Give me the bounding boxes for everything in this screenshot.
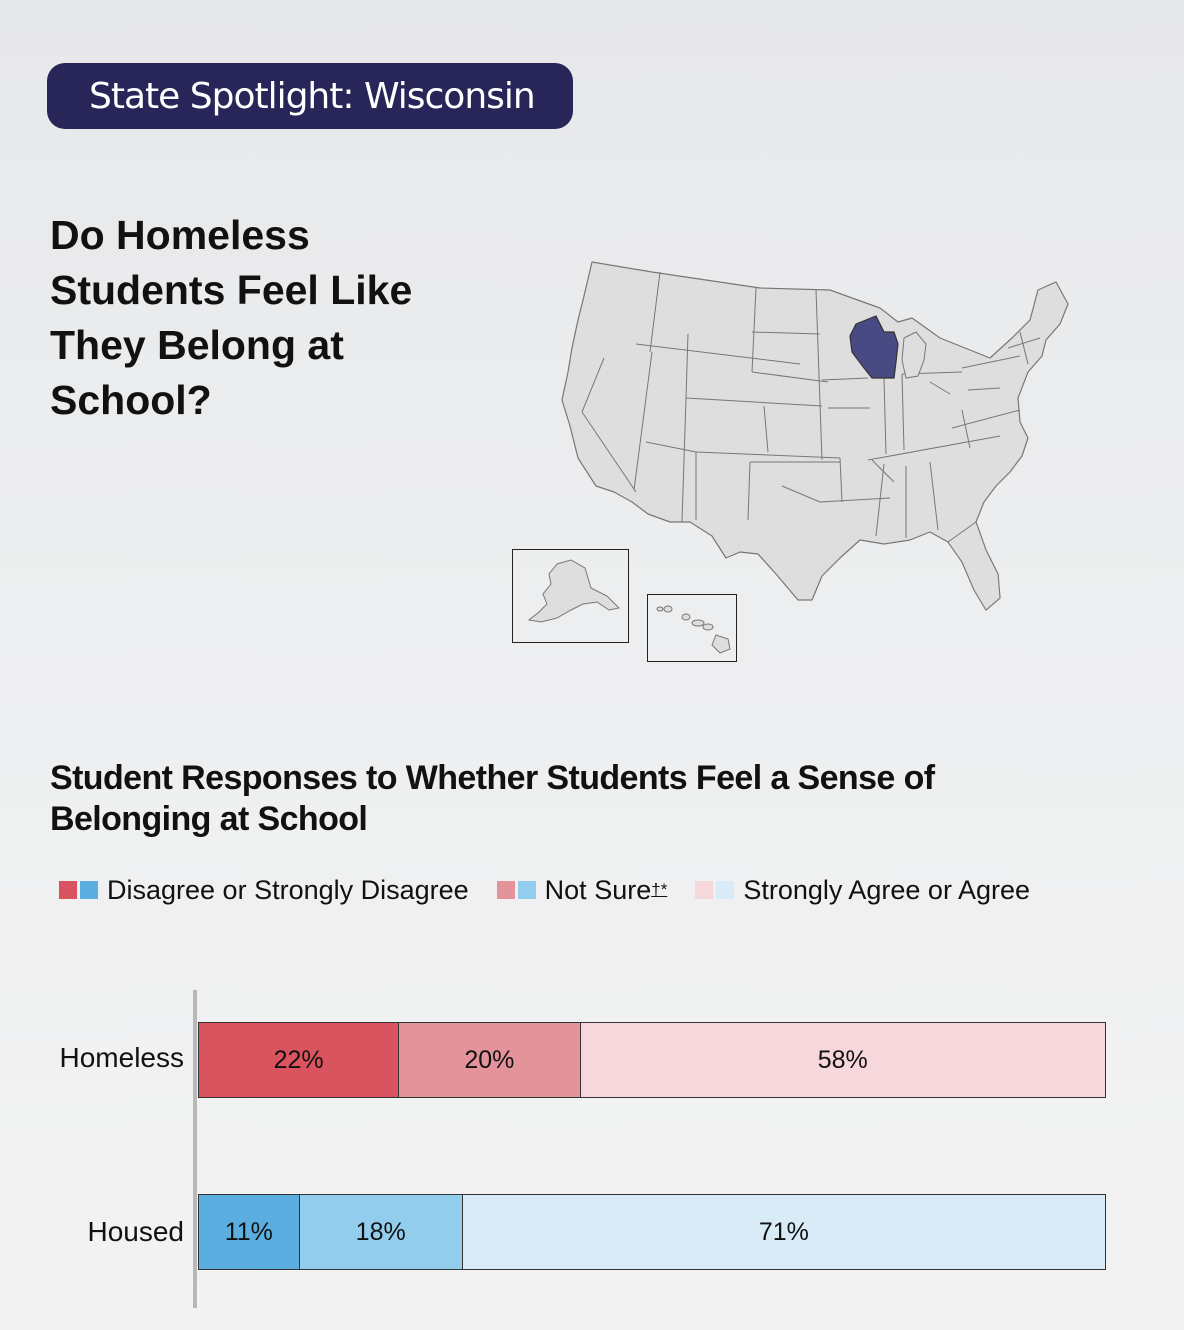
- spotlight-label: State Spotlight: Wisconsin: [89, 75, 535, 117]
- bar-segment-disagree: [199, 1195, 299, 1269]
- data-label: 20%: [464, 1045, 515, 1074]
- data-label: 18%: [355, 1217, 406, 1246]
- alaska-shape: [513, 550, 628, 642]
- hawaii-shape: [648, 595, 736, 661]
- legend-swatch-homeless: [59, 881, 77, 899]
- legend-swatch-housed: [80, 881, 98, 899]
- chart-legend: [59, 870, 1058, 910]
- bar-housed: [198, 1194, 1106, 1270]
- legend-footnote-marker: †*: [651, 880, 668, 899]
- legend-swatch-homeless: [497, 881, 515, 899]
- question-line: Students Feel Like: [50, 267, 413, 313]
- legend-item-not-sure: [497, 875, 668, 906]
- question-line: Do Homeless: [50, 212, 310, 258]
- alaska-inset: [512, 549, 629, 643]
- bar-segment-agree: [462, 1195, 1105, 1269]
- question-line: They Belong at: [50, 322, 344, 368]
- data-label: 22%: [273, 1045, 324, 1074]
- legend-label: Not Sure: [544, 874, 652, 905]
- legend-label: Disagree or Strongly Disagree: [107, 874, 469, 905]
- hawaii-inset: [647, 594, 737, 662]
- data-label: 11%: [224, 1217, 273, 1246]
- category-label-housed: Housed: [87, 1216, 184, 1247]
- legend-label: Strongly Agree or Agree: [743, 874, 1030, 905]
- page-question-heading: [50, 208, 470, 428]
- bar-segment-not-sure: [398, 1023, 579, 1097]
- bar-segment-agree: [580, 1023, 1105, 1097]
- category-label-homeless: Homeless: [59, 1042, 184, 1073]
- us-map: [500, 240, 1100, 670]
- legend-swatch-housed: [518, 881, 536, 899]
- chart-title: Student Responses to Whether Students Feel a Sense of Belonging at School: [50, 759, 935, 838]
- bar-segment-not-sure: [299, 1195, 462, 1269]
- data-label: 71%: [758, 1217, 809, 1246]
- category-axis-line: [193, 990, 197, 1308]
- legend-item-agree: [695, 875, 1030, 906]
- legend-swatch-housed: [716, 881, 734, 899]
- legend-swatch-homeless: [695, 881, 713, 899]
- legend-item-disagree: [59, 875, 469, 906]
- bar-homeless: [198, 1022, 1106, 1098]
- state-spotlight-banner: [47, 63, 573, 129]
- bar-segment-disagree: [199, 1023, 398, 1097]
- data-label: 58%: [817, 1045, 868, 1074]
- question-line: School?: [50, 377, 212, 423]
- contiguous-us-outline: [562, 262, 1068, 610]
